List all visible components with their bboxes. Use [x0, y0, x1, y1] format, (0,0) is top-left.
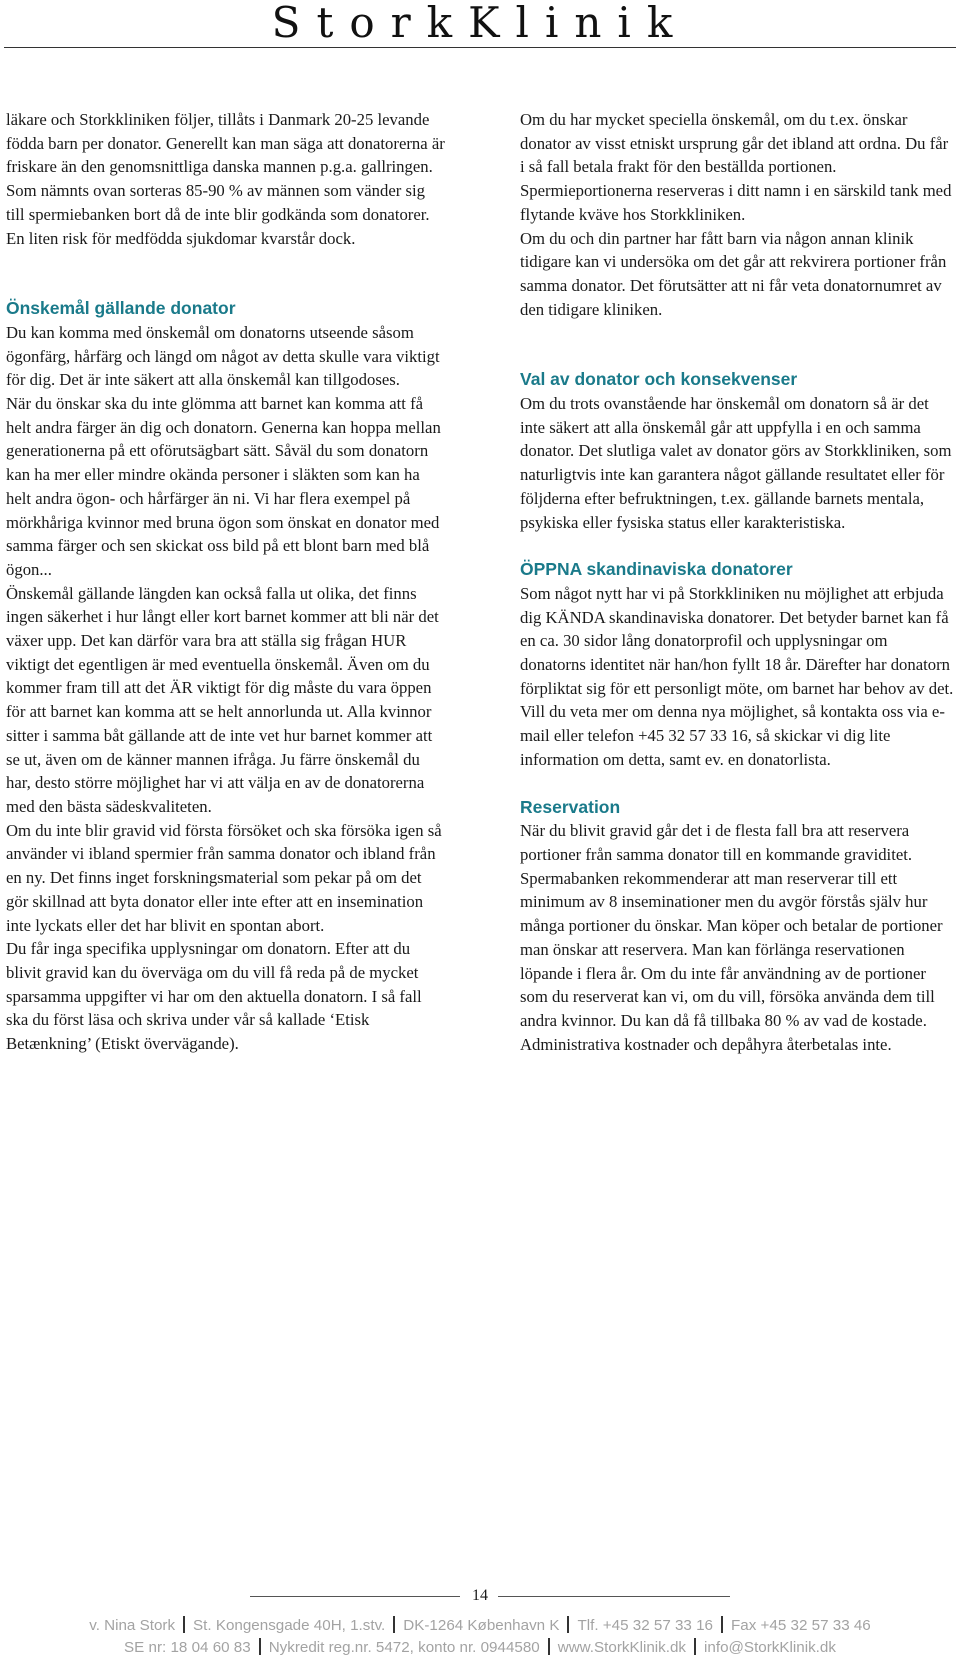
- footer-registration-line: [0, 1638, 960, 1658]
- paragraph: Önskemål gällande längden kan också falla ut olika, det finns ingen säkerhet i hur långt eller kort barnet kommer att bli när det växer upp. Det kan därför vara bra att ställa sig frågan HUR viktigt det egentligen är med eventuella önskemål. Även om du kommer fram till att det ÄR viktigt för dig måste du vara öppen för att barnet kan komma att se helt annorlunda ut. Alla kvinnor sitter i samma båt gällande att de inte vet hur barnet kommer att se ut, även om de känner mannen ifråga. Ju färre önskemål du har, desto större möjlighet har vi att välja en av de donatorerna med den bästa sädeskvaliteten.: [6, 583, 439, 816]
- left-column: [6, 108, 446, 1056]
- storkklinik-logo: StorkKlinik: [271, 0, 689, 47]
- footer-se-number: SE nr: 18 04 60 83: [124, 1639, 251, 1656]
- section-heading-reservation: Reservation: [520, 796, 621, 817]
- paragraph: Om du har mycket speciella önskemål, om du t.ex. önskar donator av visst etniskt ursprung går det ibland att ordna. Du får i så fall betala frakt för den beställda portionen. Spermieportionerna reserveras i ditt namn i en särskild tank med flytande kväve hos Storkkliniken.: [520, 110, 952, 224]
- footer-city: DK-1264 København K: [403, 1617, 560, 1634]
- right-column: [520, 108, 956, 1056]
- paragraph: Du får inga specifika upplysningar om donatorn. Efter att du blivit gravid kan du överväga om du vill få reda på de mycket sparsamma uppgifter vi har om den aktuella donatorn. I så fall ska du först läsa och skriva under vår så kallade ‘Etisk Betænkning’ (Etiskt övervägande).: [6, 939, 422, 1054]
- paragraph: Om du trots ovanstående har önskemål om donatorn så är det inte säkert att alla önskemål går att uppfylla i en och samma donator. Det slutliga valet av donator görs av Storkkliniken, som naturligtvis inte kan garantera något gällande resultatet eller för följderna efter befruktningen, t.ex. gällande barnets mentala, psykiska eller fysiska status eller karakteristiska.: [520, 394, 952, 532]
- footer-email-link[interactable]: info@StorkKlinik.dk: [704, 1639, 836, 1656]
- paragraph: Om du och din partner har fått barn via någon annan klinik tidigare kan vi undersöka om det går att rekvirera portioner från samma donator. Det förutsätter att ni får veta donatornumret av den tidigare kliniken.: [520, 228, 947, 319]
- page-number: 14: [472, 1587, 488, 1604]
- footer-address: St. Kongensgade 40H, 1.stv.: [193, 1617, 386, 1634]
- paragraph: När du blivit gravid går det i de flesta fall bra att reservera portioner från samma donator till en kommande graviditet. Spermabanken rekommenderar att man reserverar till ett minimum av 8 inseminationer men du avgör förstås själv hur många portioner du önskar. Man köper och betalar de portioner man önskar att reservera. Man kan förlänga reservationen löpande i flera år. Om du inte får användning av de portioner som du reserverat kan vi, om du vill, försöka använda dem till andra kvinnor. Du kan då få tillbaka 80 % av vad de kostade. Administrativa kostnader och depåhyra återbetalas inte.: [520, 821, 943, 1054]
- footer-contact-line: [0, 1616, 960, 1636]
- section-heading-donor-wishes: Önskemål gällande donator: [6, 298, 236, 319]
- footer-fax: Fax +45 32 57 33 46: [731, 1617, 871, 1634]
- header-divider: [4, 47, 956, 48]
- paragraph: Du kan komma med önskemål om donatorns utseende såsom ögonfärg, hårfärg och längd om något av detta skulle vara viktigt för dig. Det är inte säkert att alla önskemål kan tillgodoses.: [6, 322, 440, 390]
- paragraph: Om du inte blir gravid vid första försöket och ska försöka igen så använder vi ibland spermier från samma donator och ibland från en ny. Det finns inget forskningsmaterial som pekar på om det gör skillnad att byta donator eller inte efter att en insemination inte lyckats eller det har blivit en spontan abort.: [6, 820, 442, 935]
- paragraph: När du önskar ska du inte glömma att barnet kan komma att få helt andra färger än dig och donatorn. Generna kan hoppa mellan generationerna på ett oförutsägbart sätt. Såväl du som donatorn kan ha mer eller mindre okända personer i släkten som kan ha helt andra ögon- och hårfärger än ni. Vi har flera exempel på mörkhåriga kvinnor med bruna ögon som önskat en donator med samma färger och sen skickat oss bild på ett blont barn med blå ögon...: [6, 394, 441, 579]
- footer-bank: Nykredit reg.nr. 5472, konto nr. 0944580: [268, 1639, 540, 1656]
- footer-website-link[interactable]: www.StorkKlinik.dk: [557, 1639, 687, 1656]
- section-heading-donor-choice: Val av donator och konsekvenser: [520, 369, 798, 390]
- footer-name: v. Nina Stork: [89, 1617, 176, 1634]
- paragraph: Som något nytt har vi på Storkkliniken nu möjlighet att erbjuda dig KÄNDA skandinaviska donatorer. Det betyder barnet kan få en ca. 30 sidor lång donatorprofil och upplysningar om donatorns identitet när han/hon fyllt 18 år. Därefter har donatorn förpliktat sig för ett personligt möte, om barnet har behov av det. Vill du veta mer om denna nya möjlighet, så kontakta oss via e-mail eller telefon +45 32 57 33 16, så skickar vi dig lite information om detta, samt ev. en donatorlista.: [520, 583, 954, 769]
- section-heading-open-donors: ÖPPNA skandinaviska donatorer: [520, 559, 793, 580]
- footer-phone: Tlf. +45 32 57 33 16: [577, 1617, 713, 1634]
- intro-paragraph: läkare och Storkkliniken följer, tillåts i Danmark 20-25 levande födda barn per donator. Generellt kan man säga att donatorerna är friskare än den genomsnittliga danska mannen p.g.a. gallringen. Som nämnts ovan sorteras 85-90 % av männen som vänder sig till spermiebanken bort då de inte blir godkända som donatorer. En liten risk för medfödda sjukdomar kvarstår dock.: [6, 110, 445, 248]
